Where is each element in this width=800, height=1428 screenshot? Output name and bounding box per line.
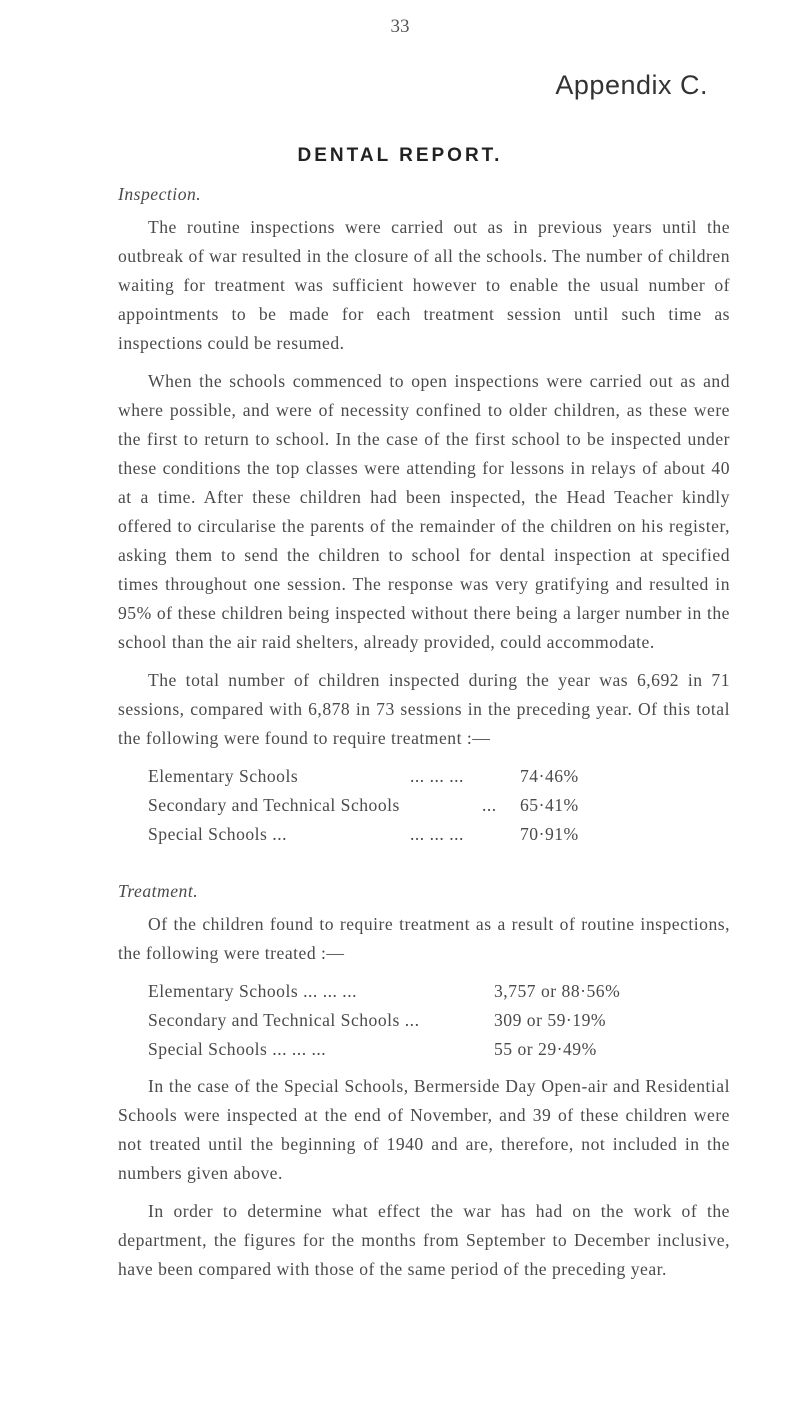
percentage-value: 65·41% [520,795,579,815]
table-row [148,977,730,1006]
school-type-label: Special Schools ... [148,824,287,844]
treatment-required-table [148,762,730,849]
table-row [148,791,730,820]
table-row [148,762,730,791]
report-body [118,180,730,1293]
table-row [148,820,730,849]
leader-dots: ... ... ... [410,824,464,844]
inspection-paragraph: When the schools commenced to open inspections were carried out as and where possible, and were of necessity confined to older children, as these were the first to return to school. In the case of the first school to be inspected under these conditions the top classes were attending for lessons in relays of about 40 at a time. After these children had been inspected, the Head Teacher kindly offered to circularise the parents of the remainder of the children on his register, asking them to send the children to school for dental inspection at specified times throughout one session. The response was very gratifying and resulted in 95% of these children being inspected without there being a larger number in the school than the air raid shelters, already provided, could accommodate. [118,371,730,652]
treated-value: 55 or 29·49% [494,1039,597,1059]
treated-table [148,977,730,1064]
treated-value: 3,757 or 88·56% [494,981,621,1001]
treatment-paragraph: In order to determine what effect the war has had on the work of the department, the figures for the months from September to December inclusive, have been compared with those of the same period of the preceding year. [118,1201,730,1279]
treatment-heading: Treatment. [118,881,199,901]
school-type-label: Elementary Schools [148,766,299,786]
table-row [148,1035,730,1064]
treatment-paragraph: In the case of the Special Schools, Bermerside Day Open-air and Residential Schools were inspected at the end of November, and 39 of these children were not treated until the beginning of 1940 and are, therefore, not included in the numbers given above. [118,1076,730,1183]
school-type-label: Elementary Schools ... ... ... [148,981,357,1001]
school-type-label: Special Schools ... ... ... [148,1039,327,1059]
leader-dots: ... [482,795,497,815]
table-row [148,1006,730,1035]
school-type-label: Secondary and Technical Schools ... [148,1010,420,1030]
inspection-paragraph: The total number of children inspected during the year was 6,692 in 71 sessions, compared with 6,878 in 73 sessions in the preceding year. Of this total the following were found to require treatment :— [118,670,730,748]
inspection-heading: Inspection. [118,184,202,204]
school-type-label: Secondary and Technical Schools [148,795,400,815]
leader-dots: ... ... ... [410,766,464,786]
report-title: DENTAL REPORT. [297,145,503,166]
treated-value: 309 or 59·19% [494,1010,607,1030]
appendix-title: Appendix C. [555,70,708,100]
percentage-value: 74·46% [520,766,579,786]
treatment-paragraph: Of the children found to require treatment as a result of routine inspections, the following were treated :— [118,914,730,963]
inspection-paragraph: The routine inspections were carried out as in previous years until the outbreak of war resulted in the closure of all the schools. The number of children waiting for treatment was sufficient however to enable the usual number of appointments to be made for each treatment session until such time as inspections could be resumed. [118,217,730,353]
page-number: 33 [390,16,410,37]
percentage-value: 70·91% [520,824,579,844]
